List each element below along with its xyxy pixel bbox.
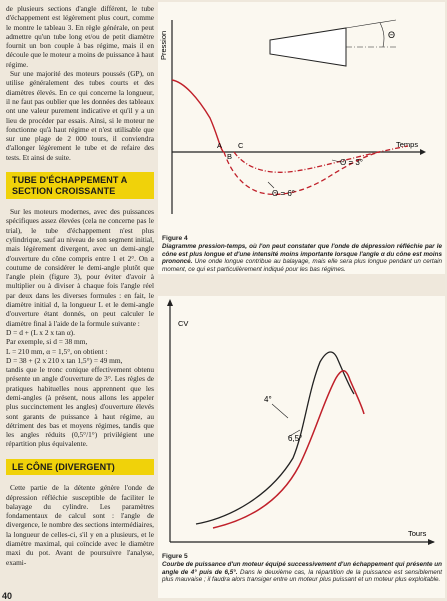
y-axis-label: Pression	[159, 30, 168, 60]
point-label-c: C	[238, 141, 244, 150]
figure-5-caption-rest: Dans le deuxième cas, la répartition de la puissance est sensiblement plus mauvaise ; il faudra alors transiger entre un moteur plus puissant et un moteur plus exploitable.	[162, 568, 442, 583]
figure-5-caption-bold: Courbe de puissance d'un moteur équipé successivement d'un échappement qui présente un angle de 4° puis de 6,5°.	[162, 561, 442, 576]
figure-4-caption-block	[162, 235, 442, 273]
cone-angle-label: Θ	[388, 30, 396, 40]
page-number: 40	[2, 591, 13, 601]
section2-paragraph: Cette partie de la détente génère l'onde de dépression réfléchie susceptible de faciliter le balayage du cylindre. Les paramètres fondamentaux de calcul sont : l'angle de divergence, le nombre des sections intermédiaires, la longueur de celles-ci, s'il y en a plusieurs, et le diamètre maximal, qui coïncide avec le diamètre maxi du pot. Avant de poursuivre l'analyse, exami-	[6, 483, 154, 567]
figure-5-diagram	[158, 296, 445, 552]
curve-label-6-5-degree: 6,5°	[288, 434, 303, 443]
section1-after-paragraph: tandis que le tronc conique effectivement obtenu présente un angle d'ouverture de 3°. Les règles de pratiques habituelles nous apprennent que les demi-angles (à présent, nous allons les appeler plus succinctement les angles) d'ouverture élevés sont garants de puissance à haut régime, au détriment des bas et moyens régimes, tandis que les angles réduits (0,5°/1°) privilégient une répartition plus équivalente.	[6, 365, 154, 449]
formula-line-3: L = 210 mm, α = 1,5°, on obtient :	[6, 346, 108, 356]
pressure-curve-theta-3	[234, 146, 408, 172]
intro-paragraph-1: de plusieurs sections d'angle différent, le tube d'échappement est légèrement plus court, comme le montre le tableau 3. En règle générale, on peut admettre qu'un tube long et/ou de petit diamètre fournit un bon couple à bas régime, mais il en découle que le moteur a moins de puissance à haut régime.	[6, 4, 154, 69]
figure-5-caption-block	[162, 553, 442, 584]
formula-line-4: D = 38 + (2 x 210 x tan 1,5°) = 49 mm,	[6, 355, 123, 365]
figure-5-caption	[162, 561, 442, 584]
figure-4-caption	[162, 243, 442, 273]
point-label-a: A	[217, 141, 223, 150]
curve-label-4-degree: 4°	[264, 395, 272, 404]
formula-line-2: Par exemple, si d = 38 mm,	[6, 337, 88, 347]
y-axis-label: CV	[178, 319, 189, 328]
formula-line-1: D = d + (L x 2 x tan α).	[6, 327, 75, 337]
x-axis-arrow-icon	[420, 149, 426, 155]
cone-icon	[270, 20, 396, 66]
figure-4-diagram	[158, 2, 445, 234]
figure-4-caption-bold: Diagramme pression-temps, où l'on peut constater que l'onde de dépression réfléchie par le cône est plus longue et d'une intensité moins importante lorsque l'angle α du cône est moins prononcé.	[162, 243, 442, 265]
x-axis-arrow-icon	[428, 539, 435, 545]
x-axis-label: Temps	[396, 140, 419, 149]
figure-4-caption-rest: Une onde longue contribue au balayage, mais elle sera plus longue pendant un certain moment, ce qui est particulièrement indiqué pour les bas régimes.	[162, 258, 442, 273]
figure-5	[158, 296, 445, 598]
point-label-b: B	[227, 152, 233, 161]
power-curve-6-5-degree	[213, 371, 364, 528]
x-axis-label: Tours	[408, 529, 427, 538]
figure-4-label: Figure 4	[162, 235, 188, 242]
section-title-le-cone: LE CÔNE (DIVERGENT)	[6, 459, 154, 476]
y-axis-arrow-icon	[167, 299, 173, 306]
curve-label-theta-6: Θ = 6°	[272, 189, 295, 198]
section-title-tube-section-croissante: TUBE D'ÉCHAPPEMENT A SECTION CROISSANTE	[6, 172, 154, 199]
intro-paragraph-2: Sur une majorité des moteurs poussés (GP), on utilise généralement des tubes courts et des diamètres élevés. En ce qui concerne la longueur, il ne faut pas oublier que les données des tableaux ont une valeur purement indicative et qu'il y a un lieu de procéder par essais. Ainsi, si le moteur ne fonctionne qu'à haut régime et n'est utilisable que sur une plage de 2 000 tours, il conviendra d'allonger légèrement le tube et de refaire des tests. Et ainsi de suite.	[6, 69, 154, 162]
figure-4	[158, 2, 445, 274]
left-text-column	[6, 4, 154, 567]
figure-5-label: Figure 5	[162, 553, 188, 560]
section1-paragraph: Sur les moteurs modernes, avec des puissances spécifiques assez élevées (cela ne concerne pas le trial), le tube d'échappement n'est plus cylindrique, sauf au niveau de son segment initial, mais légèrement divergent, avec un demi-angle d'ouverture du cône compris entre 1 et 2°. On a coutume de considérer le demi-angle plutôt que l'angle plein (figure 3), pour éviter d'avoir à multiplier ou à diviser à chaque fois l'angle réel par deux dans les diverses formules : en fait, le diamètre initial d, la longueur L et le demi-angle d'ouverture étant donnés, on peut calculer le diamètre final à l'aide de la formule suivante :	[6, 207, 154, 328]
curve-label-theta-3: Θ = 3°	[340, 158, 363, 167]
